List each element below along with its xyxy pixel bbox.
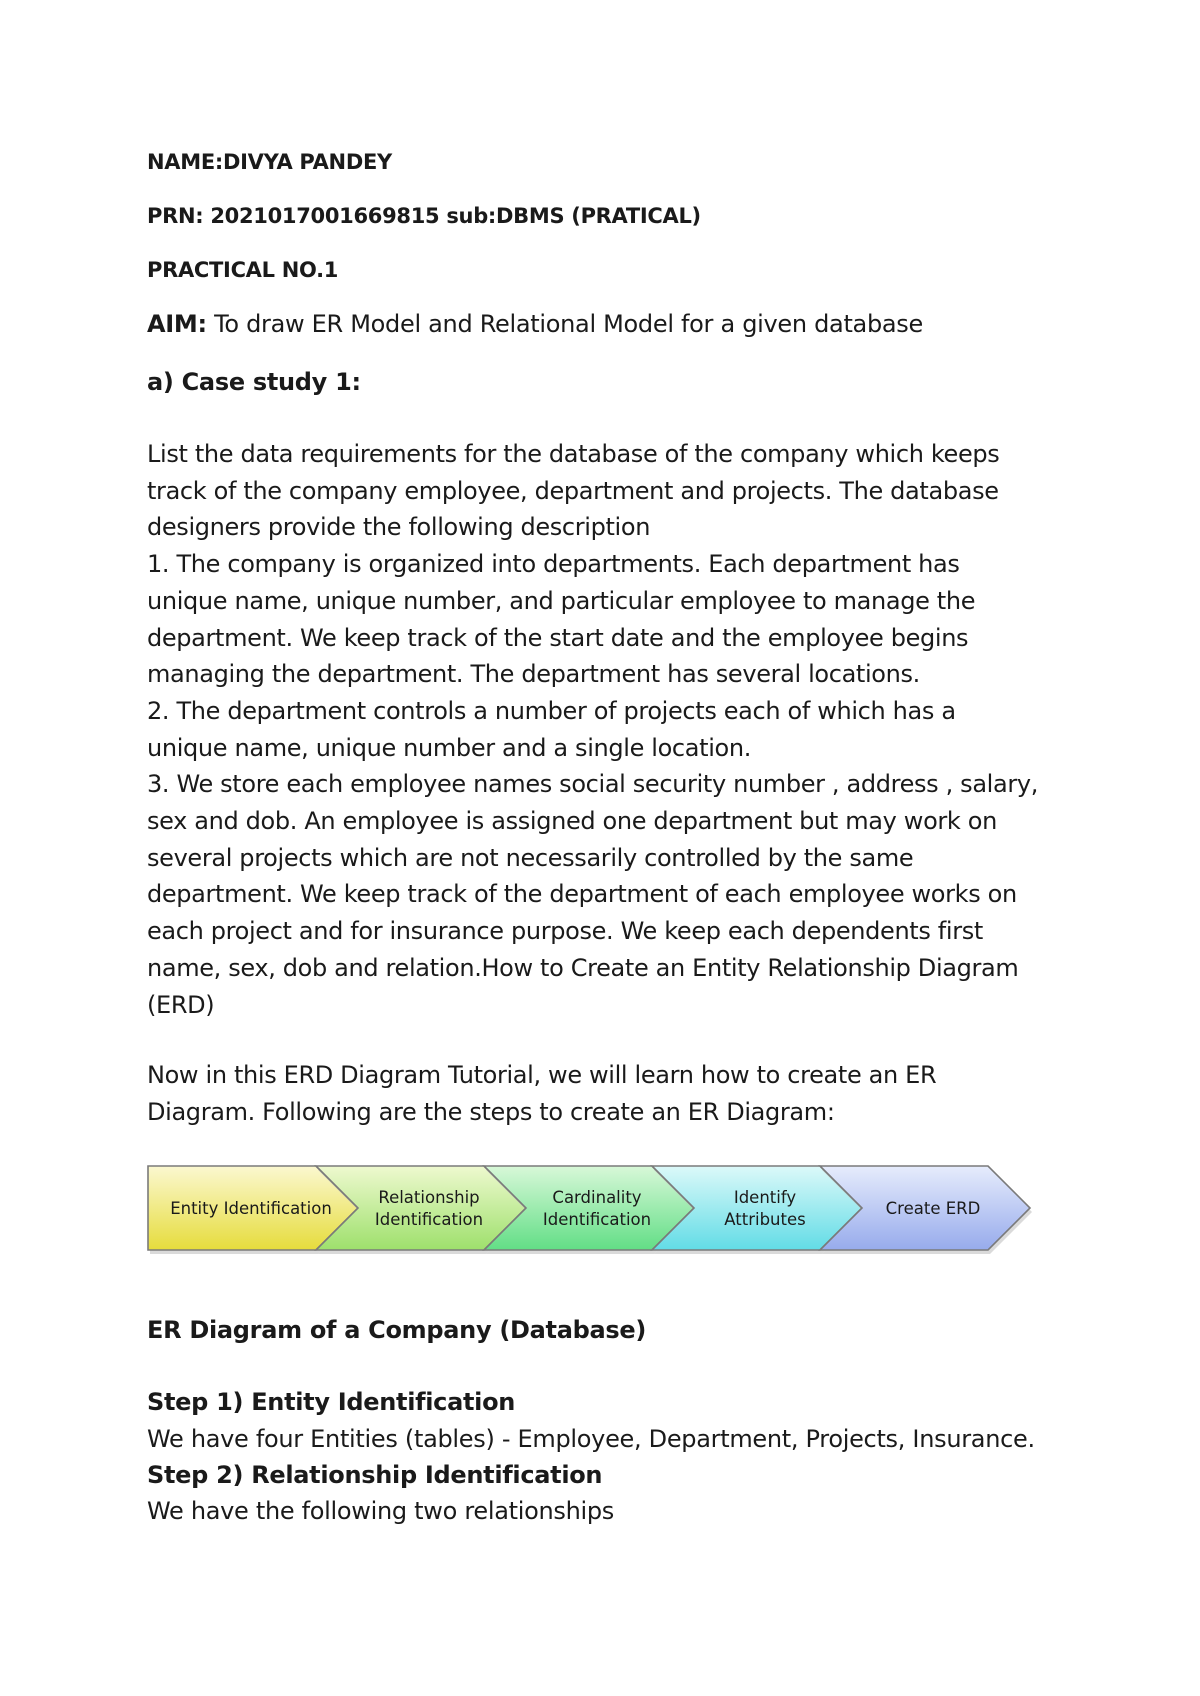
step1-text: We have four Entities (tables) - Employee, Department, Projects, Insurance. xyxy=(147,1425,1035,1453)
tutorial-paragraph xyxy=(147,1057,936,1130)
step1-heading: Step 1) Entity Identification xyxy=(147,1388,516,1416)
description-line: several projects which are not necessarily controlled by the same xyxy=(147,843,914,872)
description-line: department. We keep track of the start date and the employee begins xyxy=(147,623,969,652)
aim-label: AIM: xyxy=(147,310,207,338)
student-name: NAME:DIVYA PANDEY xyxy=(147,150,392,174)
description-line: sex and dob. An employee is assigned one department but may work on xyxy=(147,807,997,836)
process-step-label: Identification xyxy=(542,1210,652,1229)
description-line: 2. The department controls a number of projects each of which has a xyxy=(147,696,956,725)
tutorial-line: Diagram. Following are the steps to create an ER Diagram: xyxy=(147,1097,835,1126)
process-step-label: Relationship xyxy=(378,1188,480,1207)
tutorial-line: Now in this ERD Diagram Tutorial, we will learn how to create an ER xyxy=(147,1061,937,1089)
description-line: department. We keep track of the department of each employee works on xyxy=(147,880,1017,909)
aim-line xyxy=(147,310,923,338)
erd-steps-diagram xyxy=(146,1160,1036,1260)
description-paragraph xyxy=(147,436,1038,1023)
case-study-heading: a) Case study 1: xyxy=(147,368,361,396)
description-line: designers provide the following description xyxy=(147,513,651,542)
practical-number: PRACTICAL NO.1 xyxy=(147,258,339,282)
description-line: name, sex, dob and relation.How to Create an Entity Relationship Diagram xyxy=(147,953,1019,982)
description-line: (ERD) xyxy=(147,990,215,1019)
description-line: each project and for insurance purpose. We keep each dependents first xyxy=(147,917,983,946)
process-step-label: Create ERD xyxy=(885,1199,981,1218)
description-line: managing the department. The department has several locations. xyxy=(147,660,920,689)
process-step-label: Identification xyxy=(374,1210,484,1229)
er-diagram-heading: ER Diagram of a Company (Database) xyxy=(147,1316,647,1344)
aim-text: To draw ER Model and Relational Model for a given database xyxy=(206,310,923,338)
process-step-label: Attributes xyxy=(724,1210,806,1229)
description-line: List the data requirements for the database of the company which keeps xyxy=(147,440,1000,468)
step2-text: We have the following two relationships xyxy=(147,1497,614,1525)
description-line: track of the company employee, department and projects. The database xyxy=(147,476,999,505)
process-step-label: Identify xyxy=(733,1188,797,1207)
description-line: 1. The company is organized into departments. Each department has xyxy=(147,550,960,579)
description-line: unique name, unique number and a single location. xyxy=(147,733,751,762)
process-step-label: Entity Identification xyxy=(170,1199,332,1218)
process-step-label: Cardinality xyxy=(552,1188,642,1207)
prn-subject-line: PRN: 2021017001669815 sub:DBMS (PRATICAL) xyxy=(147,204,701,228)
description-line: unique name, unique number, and particular employee to manage the xyxy=(147,586,976,615)
step2-heading: Step 2) Relationship Identification xyxy=(147,1461,603,1489)
description-line: 3. We store each employee names social security number , address , salary, xyxy=(147,770,1038,799)
